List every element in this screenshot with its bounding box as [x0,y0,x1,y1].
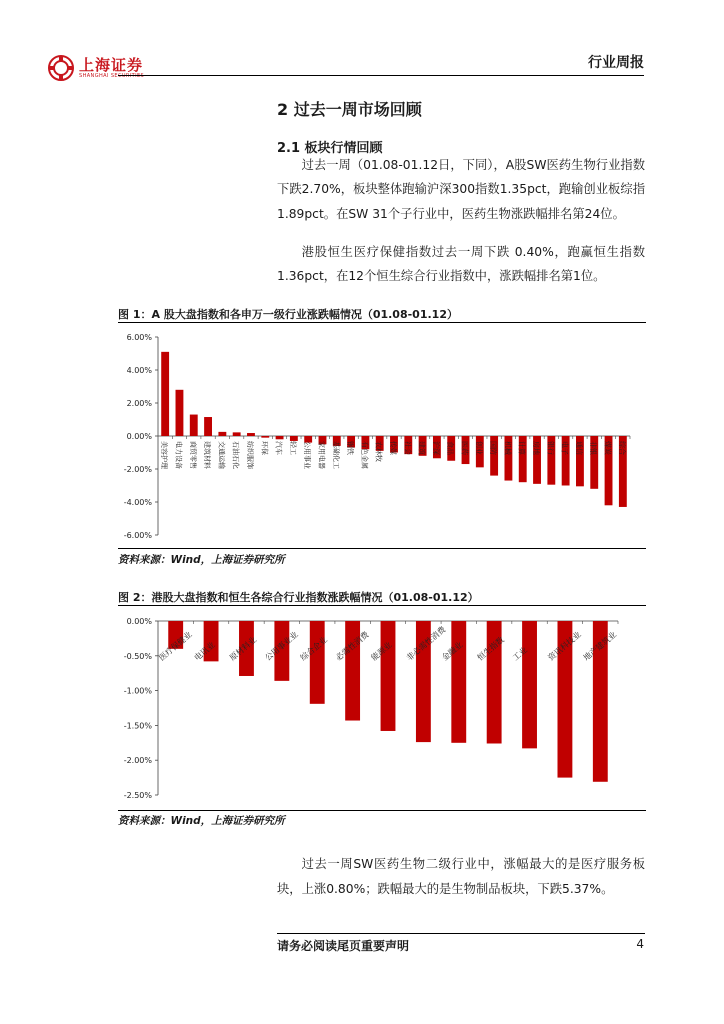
category-label-社会服务: 社会 [403,441,412,455]
category-label-钢铁: 钢铁 [346,441,355,455]
category-label-医药生物: 医药 [460,441,469,455]
paragraph-a-share: 过去一周（01.08-01.12日，下同），A股SW医药生物行业指数下跌2.70%，板块整体跑输沪深300指数1.35pct，跑输创业板综指1.89pct。在SW 31个子行业中，医药生物涨跌幅排名第24位。 [277,158,645,221]
report-type: 行业周报 [588,55,644,71]
category-label-电力设备: 电力设备 [174,441,183,469]
bar-汽车 [276,436,284,439]
bar-交通运输 [218,432,226,436]
category-label-基础化工: 基础化工 [331,441,340,469]
category-label-农林牧渔: 农林牧 [374,441,383,462]
category-label-商贸零售: 商贸零售 [188,441,197,469]
y-tick-label: -0.50% [123,651,152,661]
bar-石油石化 [233,432,241,436]
y-tick-label: -4.00% [123,498,152,507]
company-logo [48,52,144,84]
figure2-top-rule [118,605,646,606]
category-label-建筑材料: 建筑材料 [203,441,212,469]
figure2-source: 资料来源：Wind，上海证券研究所 [118,815,285,827]
bar-美容护理 [161,352,169,436]
header-divider [118,75,644,76]
y-tick-label: -6.00% [123,531,152,540]
category-label-综合: 综合 [617,441,626,456]
y-tick-label: 6.00% [126,333,152,342]
bar-商贸零售 [190,415,198,436]
footer-divider [277,933,645,934]
category-label-计算机: 计算 [517,441,526,455]
category-label-美容护理: 美容护理 [160,441,169,469]
y-tick-label: -2.00% [123,756,152,766]
category-label-必需性消费: 必需性消费 [334,629,371,663]
paragraph-hk-share: 港股恒生医疗保健指数过去一周下跌 0.40%，跑赢恒生指数1.36pct，在12个恒生综合行业指数中，涨跌幅排名第1位。 [277,245,645,284]
category-label-金融业: 金融业 [440,640,465,663]
category-label-石油石化: 石油石化 [231,441,240,469]
figure2-bottom-rule [118,810,646,811]
category-label-综合企业: 综合企业 [298,635,330,663]
category-label-轻工制造: 轻工 [288,441,297,455]
category-label-沪深300: 沪深 [431,441,440,455]
paragraph-subindustry: 过去一周SW医药生物二级行业中，涨幅最大的是医疗服务板块，上涨0.80%；跌幅最大的是生物制品板块，下跌5.37%。 [277,857,645,896]
bar-纺织服饰 [247,433,255,436]
category-label-通信: 通信 [574,441,583,455]
figure1-source: 资料来源：Wind，上海证券研究所 [118,554,285,566]
y-tick-label: -2.00% [123,465,152,474]
y-tick-label: -2.50% [123,791,152,800]
bar-电力设备 [176,390,184,436]
category-label-建筑装饰: 建筑 [417,441,426,455]
category-label-地产建筑业: 地产建筑业 [581,629,619,663]
y-tick-label: 0.00% [126,617,152,626]
figure2-chart [118,608,646,808]
category-label-公用事业: 公用事业 [303,441,312,469]
bar-金融业 [451,621,466,743]
category-label-煤炭: 煤炭 [603,441,612,455]
y-tick-label: 2.00% [126,399,152,408]
logo-name-cn: 上海证券 [79,55,144,74]
category-label-能源业: 能源业 [369,640,394,663]
logo-name-en: SHANGHAI SECURITIES [79,72,145,79]
category-label-交通运输: 交通运输 [217,441,226,469]
bar-工业 [522,621,537,748]
category-label-汽车: 汽车 [274,441,283,455]
category-label-环保: 环保 [260,441,269,455]
category-label-恒生指数: 恒生指数 [475,635,506,663]
category-label-非银金融: 非银 [589,441,598,455]
footer-disclaimer: 请务必阅读尾页重要声明 [277,939,410,953]
category-label-公用事业业: 公用事业业 [263,629,300,663]
category-label-电子: 电子 [560,441,569,455]
category-label-传媒: 传媒 [389,441,397,455]
bar-建筑材料 [204,417,212,436]
category-label-机械设备: 机械 [503,441,512,455]
category-label-资讯科技业: 资讯科技业 [546,629,583,663]
category-label-有色金属: 有色金属 [360,441,369,469]
subsection-title: 2.1 板块行情回顾 [277,141,383,156]
category-label-工业: 工业 [511,645,530,663]
category-label-原材料业: 原材料业 [227,635,259,663]
category-label-纺织服饰: 纺织服饰 [245,441,254,469]
category-label-食品饮料: 食品 [446,441,455,455]
bar-能源业 [381,621,396,731]
y-tick-label: 0.00% [126,432,152,441]
logo-emblem-icon [48,55,74,81]
category-label-电讯业: 电讯业 [192,640,217,663]
figure2-title: 图 2：港股大盘指数和恒生各综合行业指数涨跌幅情况（01.08-01.12） [118,591,479,604]
category-label-家用电器: 家用电器 [317,441,326,469]
bar-环保 [261,436,269,438]
figure1-chart [118,325,646,547]
y-tick-label: -1.00% [123,686,152,696]
page-number: 4 [636,937,644,951]
section-title: 2 过去一周市场回顾 [277,100,422,119]
y-tick-label: 4.00% [126,366,152,375]
category-label-创业板综: 创业 [474,441,483,455]
category-label-银行: 银行 [546,441,555,455]
figure1-top-rule [118,322,646,323]
figure1-title: 图 1：A 股大盘指数和各申万一级行业涨跌幅情况（01.08-01.12） [118,308,458,321]
figure1-bottom-rule [118,548,646,549]
category-label-医疗保健业: 医疗保健业 [157,629,194,663]
bar-综合企业 [310,621,325,704]
category-label-房地产: 房地 [532,441,541,455]
category-label-国防军工: 国防 [489,441,498,455]
category-label-非必需性消费: 非必需性消费 [404,624,448,663]
y-tick-label: -1.50% [123,721,152,731]
